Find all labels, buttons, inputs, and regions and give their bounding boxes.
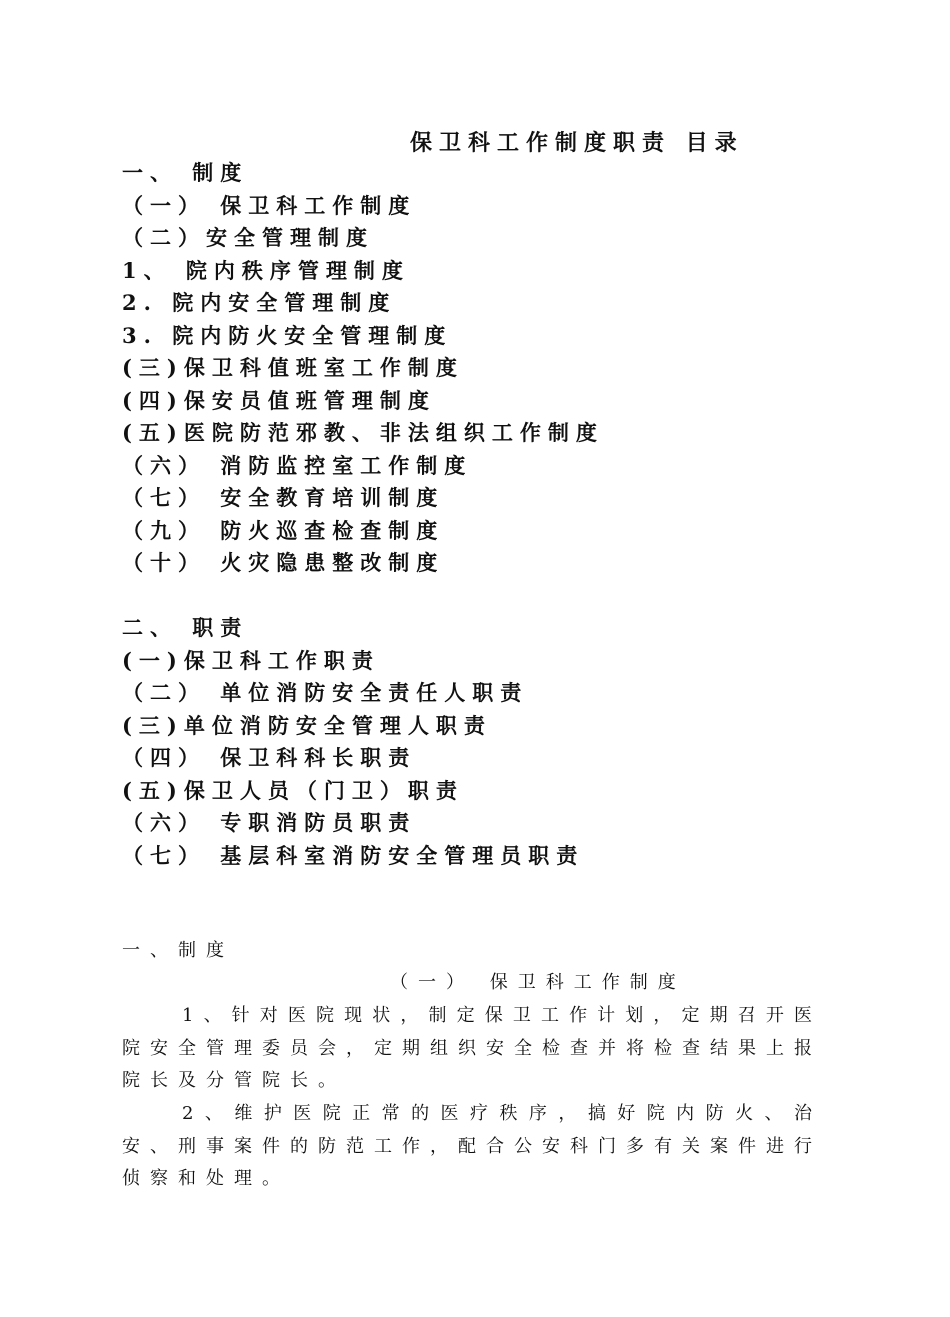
toc-item: 3. 院内防火安全管理制度 <box>122 322 453 348</box>
toc-item: （七） 基层科室消防安全管理员职责 <box>122 842 585 868</box>
toc-item: 一、 制度 <box>122 160 249 185</box>
toc-item: （六） 专职消防员职责 <box>122 810 417 835</box>
toc-item: 1、 院内秩序管理制度 <box>122 257 410 283</box>
toc-item: （二）安全管理制度 <box>122 225 374 250</box>
toc-item: （二） 单位消防安全责任人职责 <box>122 680 529 705</box>
body-paragraph: 1、针对医院现状，制定保卫工作计划，定期召开医院安全管理委员会，定期组织安全检查并将检查结果上报院长及分管院长。 <box>122 1005 822 1091</box>
toc-item: (四)保安员值班管理制度 <box>122 387 436 413</box>
body-subtitle: （一） 保卫科工作制度 <box>390 972 686 993</box>
toc-item: （七） 安全教育培训制度 <box>122 485 445 510</box>
toc-spacer <box>122 580 604 613</box>
body-section-heading: 一、制度 <box>122 940 234 961</box>
toc-item: (一)保卫科工作职责 <box>122 647 380 673</box>
toc-item: 二、 职责 <box>122 615 249 640</box>
document-title: 保卫科工作制度职责 目录 <box>410 130 744 156</box>
toc-item: （一） 保卫科工作制度 <box>122 192 417 218</box>
body-paragraph: 2、维护医院正常的医疗秩序，搞好院内防火、治安、刑事案件的防范工作，配合公安科门多有关案件进行侦察和处理。 <box>122 1103 822 1189</box>
toc-item: （九） 防火巡查检查制度 <box>122 517 445 543</box>
toc-item: (三)单位消防安全管理人职责 <box>122 712 492 738</box>
table-of-contents <box>122 157 604 872</box>
toc-item: (五)保卫人员（门卫）职责 <box>122 777 464 803</box>
toc-item: （六） 消防监控室工作制度 <box>122 452 473 478</box>
toc-item: (三)保卫科值班室工作制度 <box>122 355 464 380</box>
toc-item: (五)医院防范邪教、非法组织工作制度 <box>122 420 604 445</box>
toc-item: （十） 火灾隐患整改制度 <box>122 550 445 575</box>
toc-item: （四） 保卫科科长职责 <box>122 745 417 770</box>
toc-item: 2. 院内安全管理制度 <box>122 290 397 315</box>
